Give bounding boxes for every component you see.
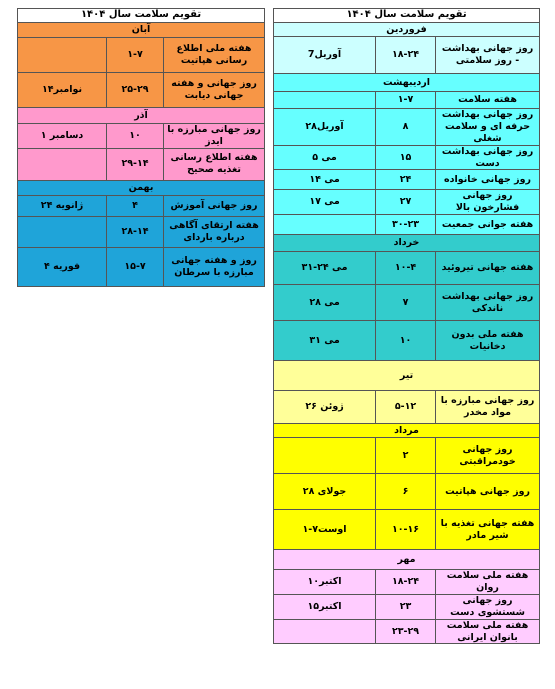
gregorian-date: ۱۰اکتبر (274, 570, 376, 595)
gregorian-date: ۱۷ می (274, 190, 376, 215)
month-name: آبان (18, 23, 265, 38)
event-row (18, 124, 265, 149)
persian-date: ۱۵-۷ (107, 247, 164, 286)
gregorian-date: ۴ فوریه (18, 247, 107, 286)
event-name: روز جهانی فشارخون بالا (436, 190, 540, 215)
month-name: مرداد (274, 424, 540, 438)
event-name: روز جهانی خودمراقبتی (436, 438, 540, 474)
gregorian-date (274, 438, 376, 474)
event-name: روز جهانی مبارزه با مواد مخدر (436, 391, 540, 424)
month-header-row (274, 23, 540, 37)
persian-date: ۲۳-۲۹ (376, 619, 436, 644)
event-row (18, 73, 265, 108)
event-row (18, 148, 265, 180)
gregorian-date: ۱ دسامبر (18, 124, 107, 149)
persian-date: ۲ (376, 438, 436, 474)
calendar-title-row (18, 9, 265, 23)
event-row (274, 252, 540, 285)
event-row (274, 474, 540, 510)
gregorian-date: ۲۴ ژانویه (18, 195, 107, 216)
gregorian-date (274, 215, 376, 235)
event-row (274, 92, 540, 109)
persian-date: ۱۸-۲۴ (376, 37, 436, 74)
event-name: روز جهانی بهداشت - روز سلامتی (436, 37, 540, 74)
persian-date: ۲۳ (376, 594, 436, 619)
event-row (274, 190, 540, 215)
gregorian-date (18, 38, 107, 73)
persian-date: ۱۰ (107, 124, 164, 149)
event-name: روز جهانی بهداشت حرفه ای و سلامت شغلی (436, 109, 540, 146)
persian-date: ۲۷ (376, 190, 436, 215)
persian-date: ۶ (376, 474, 436, 510)
persian-date: ۵-۱۲ (376, 391, 436, 424)
gregorian-date: ۱-۷اوست (274, 510, 376, 550)
event-name: روز جهانی خانواده (436, 170, 540, 190)
event-row (274, 37, 540, 74)
event-row (274, 619, 540, 644)
gregorian-date: ۲۸ جولای (274, 474, 376, 510)
month-name: مهر (274, 550, 540, 570)
persian-date: ۱-۷ (376, 92, 436, 109)
persian-date: ۱۵ (376, 145, 436, 170)
gregorian-date (18, 216, 107, 247)
month-name: خرداد (274, 235, 540, 252)
left-calendar-table (17, 8, 265, 287)
month-name: بهمن (18, 180, 265, 195)
persian-date: ۱۰-۱۶ (376, 510, 436, 550)
event-name: هفته اطلاع رسانی تغذیه صحیح (164, 148, 265, 180)
event-name: روز جهانی شستشوی دست (436, 594, 540, 619)
persian-date: ۲۴ (376, 170, 436, 190)
persian-date: ۱۰-۴ (376, 252, 436, 285)
right-calendar-table (273, 8, 540, 644)
event-name: روز جهانی بهداشت دست (436, 145, 540, 170)
gregorian-date: ۲۸آوریل (274, 109, 376, 146)
persian-date: ۲۸-۱۴ (107, 216, 164, 247)
month-header-row (274, 235, 540, 252)
month-name: آذر (18, 108, 265, 124)
month-header-row (274, 74, 540, 92)
gregorian-date (274, 92, 376, 109)
event-row (18, 247, 265, 286)
event-row (18, 216, 265, 247)
event-row (274, 145, 540, 170)
persian-date: ۱۰ (376, 321, 436, 361)
calendar-title: تقویم سلامت سال ۱۴۰۴ (274, 9, 540, 23)
gregorian-date: ۵ می (274, 145, 376, 170)
event-row (18, 38, 265, 73)
gregorian-date (274, 619, 376, 644)
month-header-row (274, 550, 540, 570)
persian-date: ۸ (376, 109, 436, 146)
gregorian-date: ۲۶ ژوئن (274, 391, 376, 424)
gregorian-date: ۱۴نوامبر (18, 73, 107, 108)
event-name: روز و هفته جهانی مبارزه با سرطان (164, 247, 265, 286)
month-header-row (274, 361, 540, 391)
event-name: هفته ارتقای آگاهی درباره باردای (164, 216, 265, 247)
month-header-row (18, 108, 265, 124)
event-name: روز جهانی مبارزه با ایدز (164, 124, 265, 149)
event-row (18, 195, 265, 216)
month-header-row (18, 180, 265, 195)
persian-date: ۴ (107, 195, 164, 216)
gregorian-date: 7آوریل (274, 37, 376, 74)
gregorian-date: ۱۵اکتبر (274, 594, 376, 619)
event-row (274, 109, 540, 146)
event-row (274, 170, 540, 190)
month-name: تیر (274, 361, 540, 391)
gregorian-date: ۲۸ می (274, 285, 376, 321)
event-name: هفته ملی سلامت بانوان ایرانی (436, 619, 540, 644)
event-name: هفته ملی اطلاع رسانی هپاتیت (164, 38, 265, 73)
event-row (274, 570, 540, 595)
event-name: هفته جهانی تیروئید (436, 252, 540, 285)
persian-date: ۱۸-۲۴ (376, 570, 436, 595)
gregorian-date: ۳۱-۲۴ می (274, 252, 376, 285)
gregorian-date: ۳۱ می (274, 321, 376, 361)
event-row (274, 285, 540, 321)
calendar-title-row (274, 9, 540, 23)
persian-date: ۱-۷ (107, 38, 164, 73)
month-header-row (18, 23, 265, 38)
persian-date: ۲۵-۲۹ (107, 73, 164, 108)
event-name: هفته سلامت (436, 92, 540, 109)
persian-date: ۲۹-۱۴ (107, 148, 164, 180)
persian-date: ۷ (376, 285, 436, 321)
event-row (274, 321, 540, 361)
event-row (274, 215, 540, 235)
event-name: روز جهانی هپاتیت (436, 474, 540, 510)
event-row (274, 438, 540, 474)
event-name: هفته ملی سلامت روان (436, 570, 540, 595)
month-header-row (274, 424, 540, 438)
calendar-title: تقویم سلامت سال ۱۴۰۴ (18, 9, 265, 23)
gregorian-date (18, 148, 107, 180)
gregorian-date: ۱۴ می (274, 170, 376, 190)
event-name: هفته جوانی جمعیت (436, 215, 540, 235)
event-row (274, 594, 540, 619)
event-row (274, 510, 540, 550)
event-name: روز جهانی آموزش (164, 195, 265, 216)
event-name: هفته ملی بدون دخانیات (436, 321, 540, 361)
event-name: روز جهانی بهداشت ناندکی (436, 285, 540, 321)
month-name: اردیبهشت (274, 74, 540, 92)
event-name: روز جهانی و هفته جهانی دیابت (164, 73, 265, 108)
event-name: هفته جهانی تغذیه با شیر مادر (436, 510, 540, 550)
persian-date: ۳۰-۲۳ (376, 215, 436, 235)
event-row (274, 391, 540, 424)
month-name: فروردین (274, 23, 540, 37)
